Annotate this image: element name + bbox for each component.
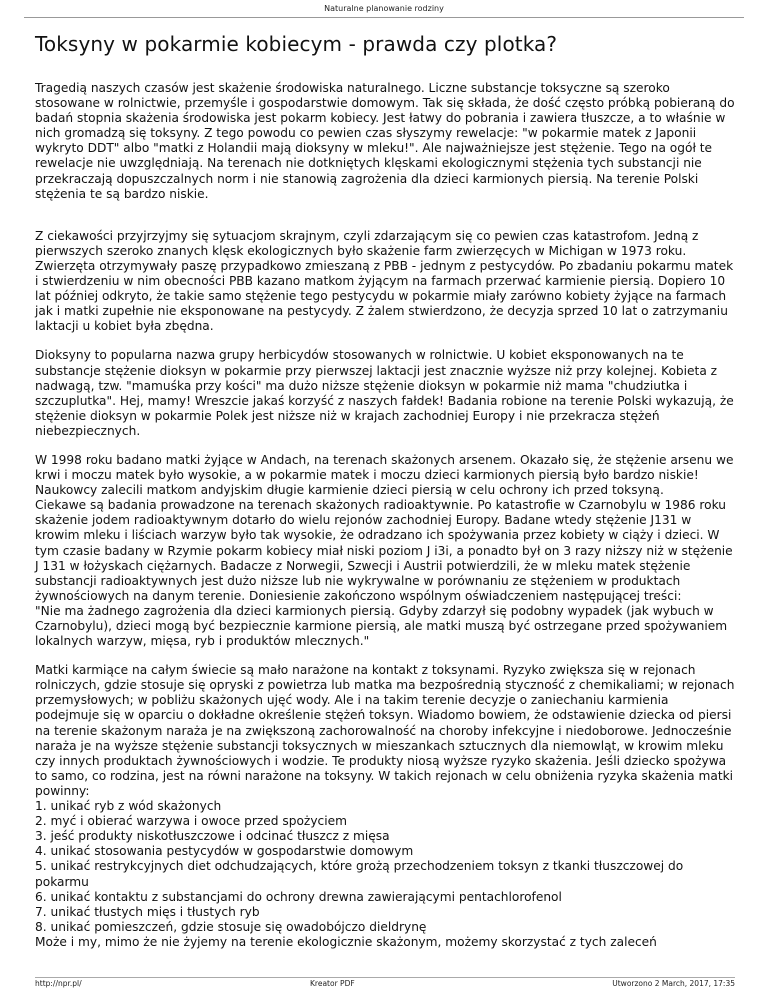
list-item: 7. unikać tłustych mięs i tłustych ryb <box>35 904 260 919</box>
header-divider <box>24 17 744 18</box>
paragraph-andes: W 1998 roku badano matki żyjące w Andach, na terenach skażonych arsenem. Okazało się, że stężenie arsenu we krwi i moczu matek było wysokie, a w pokarmie matek i moczu dzieci karmionych piersią było bardzo niskie! Naukowcy zalecili matkom andyjskim długie karmienie dzieci piersią w celu ochrony ich przed toksyną. <box>35 452 734 498</box>
article-title: Toksyny w pokarmie kobiecym - prawda czy plotka? <box>35 32 558 56</box>
paragraph-michigan: Z ciekawości przyjrzyjmy się sytuacjom skrajnym, czyli zdarzającym się co pewien czas katastrofom. Jedną z pierwszych szeroko znanych klęsk ekologicznych było skażenie farm zwierzęcych w Michigan w 1973 roku. Zwierzęta otrzymywały paszę przypadkowo zmieszaną z PBB - jednym z pestycydów. Po zbadaniu pokarmu matek i stwierdzeniu w nim obecności PBB kazano matkom żyjącym na farmach przerwać karmienie piersią. Dopiero 10 lat później odkryto, że takie samo stężenie tego pestycydu w pokarmie miały zarówno kobiety żyjące na farmach jak i matki zupełnie nie eksponowane na pestycydy. Z żalem stwierdzono, że decyzja sprzed 10 lat o zatrzymaniu laktacji u kobiet była zbędna. <box>35 228 734 334</box>
list-item: 1. unikać ryb z wód skażonych <box>35 799 222 814</box>
recommendations-list <box>35 799 735 935</box>
list-item: 2. myć i obierać warzywa i owoce przed spożyciem <box>35 814 347 829</box>
list-item: 8. unikać pomieszczeń, gdzie stosuje się owadobójczo dieldrynę <box>35 919 427 934</box>
list-item: 3. jeść produkty niskotłuszczowe i odcinać tłuszcz z mięsa <box>35 829 390 844</box>
article-body <box>35 81 735 950</box>
paragraph-quote: "Nie ma żadnego zagrożenia dla dzieci karmionych piersią. Gdyby zdarzył się podobny wypadek (jak wybuch w Czarnobylu), dzieci mogą być bezpiecznie karmione piersią, ale matki muszą być ostrzegane przed spożywaniem lokalnych warzyw, mięsa, ryb i produktów mlecznych." <box>35 603 728 649</box>
footer-divider <box>35 977 735 978</box>
paragraph-closing: Może i my, mimo że nie żyjemy na terenie ekologicznie skażonym, możemy skorzystać z tych zaleceń <box>35 934 657 949</box>
page-header: Naturalne planowanie rodziny <box>324 4 444 13</box>
footer-url-link[interactable]: http://npr.pl/ <box>35 979 82 988</box>
paragraph-intro: Tragedią naszych czasów jest skażenie środowiska naturalnego. Liczne substancje toksyczne są szeroko stosowane w rolnictwie, przemyśle i gospodarstwie domowym. Tak się składa, że dość często próbką pobieraną do badań stopnia skażenia środowiska jest pokarm kobiecy. Jest łatwy do pobrania i zawiera tłuszcze, a to właśnie w nich gromadzą się toksyny. Z tego powodu co pewien czas słyszymy rewelacje: "w pokarmie matek z Japonii wykryto DDT" albo "matki z Holandii mają dioksyny w mleku!". Ale najważniejsze jest stężenie. Tego na ogół te rewelacje nie uwzględniają. Na terenach nie dotkniętych klęskami ekologicznymi stężenia tych substancji nie przekraczają dopuszczalnych norm i nie stanowią zagrożenia dla dzieci karmionych piersią. Na terenie Polski stężenia te są bardzo niskie. <box>35 81 735 201</box>
paragraph-chernobyl: Ciekawe są badania prowadzone na terenach skażonych radioaktywnie. Po katastrofie w Czarnobylu w 1986 roku skażenie jodem radioaktywnym dotarło do wielu rejonów zachodniej Europy. Badane wtedy stężenie J131 w krowim mleku i liściach warzyw było tak wysokie, że odradzano ich spożywania przez kobiety w ciąży i dzieci. W tym czasie badany w Rzymie pokarm kobiecy miał niski poziom J i3i, a ponadto był on 3 razy niższy niż w stężenie J 131 w łożyskach ciężarnych. Badacze z Norwegii, Szwecji i Austrii potwierdzili, że w mleku matek stężenie substancji radioaktywnych jest dużo niższe lub nie wykrywalne w porównaniu ze stężeniem w produktach żywnościowych na danym terenie. Doniesienie zakończono wspólnym oświadczeniem następującej treści: <box>35 498 733 603</box>
footer-generator: Kreator PDF <box>310 979 355 988</box>
list-item: 5. unikać restrykcyjnych diet odchudzających, które grożą przechodzeniem toksyn z tkanki tłuszczowej do pokarmu <box>35 859 684 889</box>
footer-created-date: Utworzono 2 March, 2017, 17:35 <box>612 979 735 988</box>
paragraph-dioxins: Dioksyny to popularna nazwa grupy herbicydów stosowanych w rolnictwie. U kobiet eksponowanych na te substancje stężenie dioksyn w pokarmie przy pierwszej laktacji jest znacznie wyższe niż przy kolejnej. Kobieta z nadwagą, tzw. "mamuśka przy kości" ma dużo niższe stężenie dioksyn w pokarmie niż mama "chudziutka i szczuplutka". Hej, mamy! Wreszcie jakaś korzyść z naszych fałdek! Badania robione na terenie Polski wykazują, że stężenie dioksyn w pokarmie Polek jest niższe niż w krajach zachodniej Europy i nie przekracza stężeń niebezpiecznych. <box>35 348 734 438</box>
page-footer <box>35 979 735 991</box>
list-item: 4. unikać stosowania pestycydów w gospodarstwie domowym <box>35 844 414 859</box>
paragraph-recommendations: Matki karmiące na całym świecie są mało narażone na kontakt z toksynami. Ryzyko zwiększa się w rejonach rolniczych, gdzie stosuje się opryski z powietrza lub matka ma bezpośrednią styczność z chemikaliami; w rejonach przemysłowych; w pobliżu skażonych ujęć wody. Ale i na takim terenie decyzje o zaniechaniu karmienia podejmuje się w oparciu o dokładne określenie stężeń toksyn. Wiadomo bowiem, że odstawienie dziecka od piersi na terenie skażonym naraża je na zwiększoną zachorowalność na choroby infekcyjne i niedoborowe. Jednocześnie naraża je na wyższe stężenie substancji toksycznych w mieszankach sztucznych dla niemowląt, w krowim mleku czy innych produktach żywnościowych i wodzie. Te produkty niosą wyższe ryzyko skażenia. Jeśli dziecko spożywa to samo, co rodzina, jest na równi narażone na toksyny. W takich rejonach w celu obniżenia ryzyka skażenia matki powinny: <box>35 663 735 798</box>
list-item: 6. unikać kontaktu z substancjami do ochrony drewna zawierającymi pentachlorofenol <box>35 889 562 904</box>
